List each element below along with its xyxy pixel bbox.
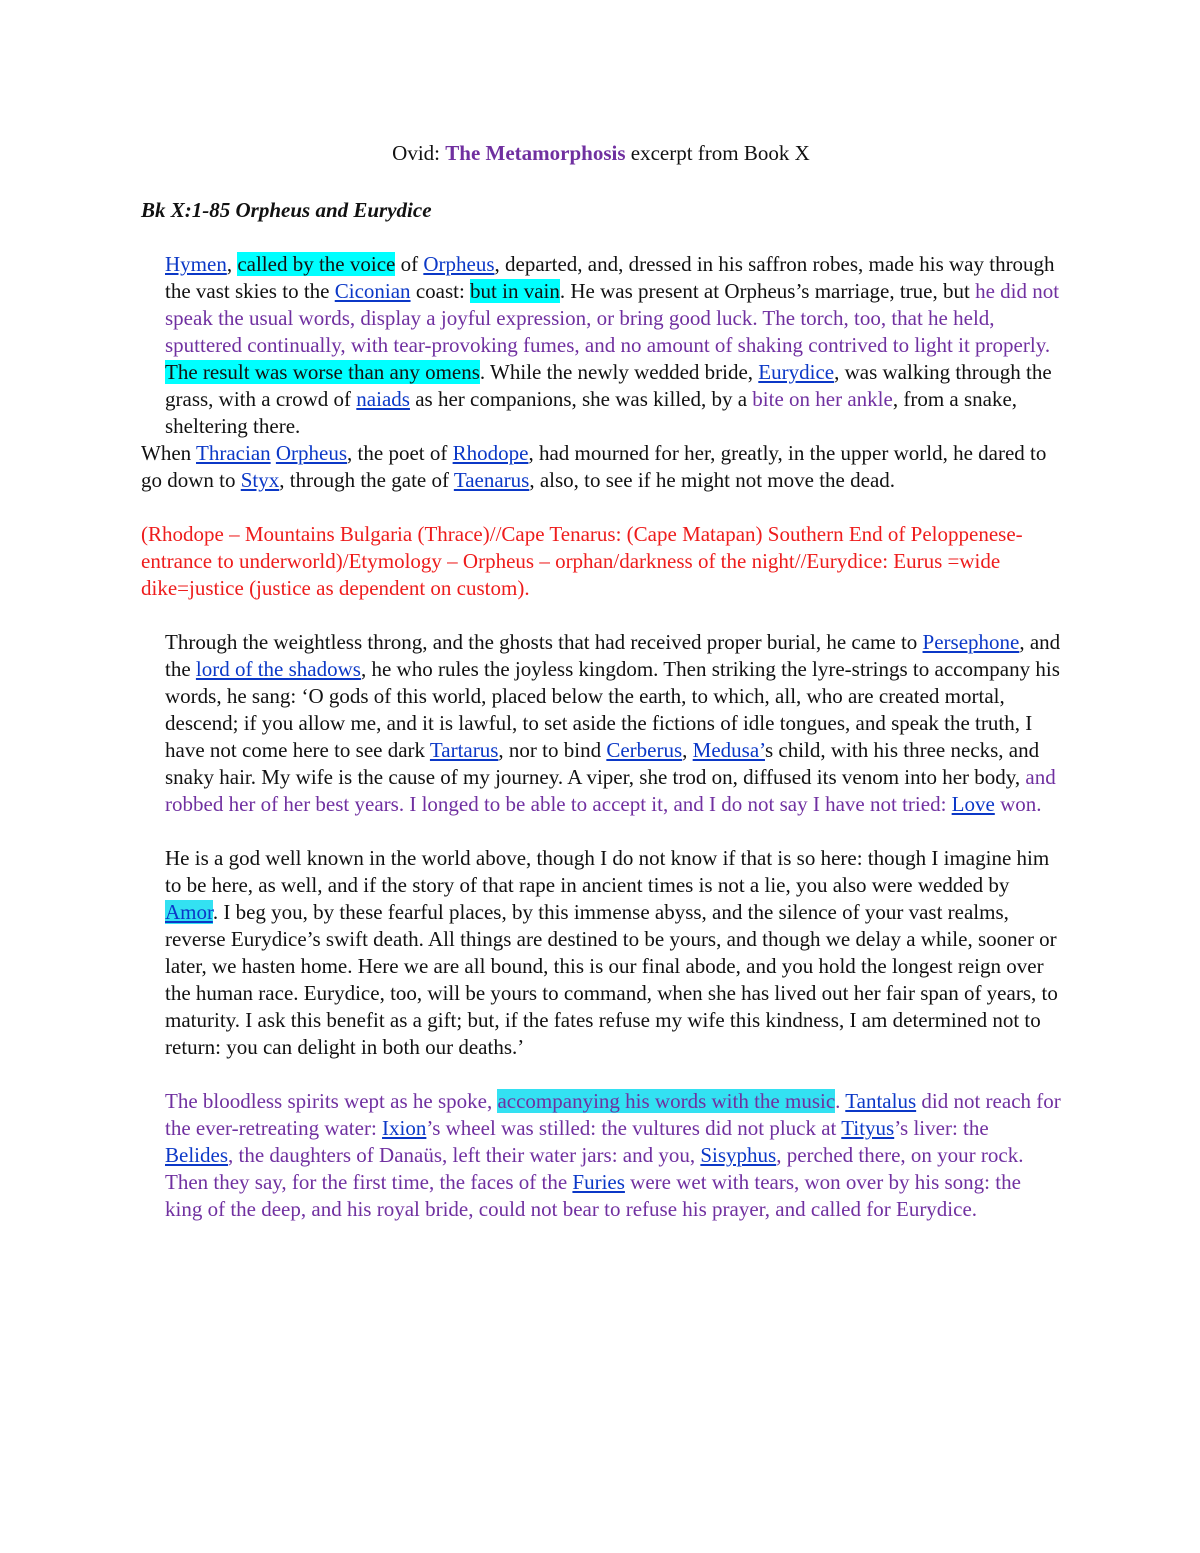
paragraph-amor (141, 845, 1061, 1061)
etymology-note: (Rhodope – Mountains Bulgaria (Thrace)//Cape Tenarus: (Cape Matapan) Southern End of Peloppenese- entrance to underworld)/Etymology – Orpheus – orphan/darkness of the night//Eurydice: Eurus =wide dike=justice (justice as dependent on custom). (141, 522, 1023, 600)
text: . While the newly wedded bride, (479, 360, 759, 384)
text: When (141, 441, 197, 465)
text: , perched there, on your rock. Then they say, for the first time, the faces of the (165, 1143, 1024, 1194)
text: , also, to see if he might not move the dead. (529, 468, 896, 492)
highlight-but-in-vain: but in vain (470, 279, 560, 303)
purple-text-ankle: bite on her ankle (752, 387, 893, 411)
highlight-called-by-voice: called by the voice (237, 252, 396, 276)
link-belides[interactable]: Belides (165, 1143, 228, 1167)
text: were wet with tears, won over by his song: the king of the deep, and his royal bride, could not bear to refuse his prayer, and called for Eurydice. (165, 1170, 1021, 1221)
text: of (395, 252, 424, 276)
title-suffix: excerpt from Book X (625, 141, 810, 165)
link-styx[interactable]: Styx (240, 468, 280, 492)
text: ’s wheel was stilled: the vultures did not pluck at (426, 1116, 842, 1140)
text: , departed, and, dressed in his saffron robes, made his way through the vast skies to the (165, 252, 1055, 303)
link-tityus[interactable]: Tityus (841, 1116, 895, 1140)
text: as her companions, she was killed, by a (409, 387, 753, 411)
text: , the daughters of Danaüs, left their water jars: and you, (228, 1143, 701, 1167)
highlight-accompanying-music: accompanying his words with the music (497, 1089, 836, 1113)
link-taenarus[interactable]: Taenarus (453, 468, 530, 492)
text: , the poet of (347, 441, 453, 465)
document-body (141, 140, 1061, 1250)
text: . I beg you, by these fearful places, by this immense abyss, and the silence of your vast realms, reverse Eurydice’s swift death. All things are destined to be yours, and though we delay a while, sooner or later, we hasten home. Here we are all bound, this is our final abode, and you hold the longest reign over the human race. Eurydice, too, will be yours to command, when she has lived out her fair span of years, to maturity. I ask this benefit as a gift; but, if the fates refuse my wife this kindness, I am determined not to return: you can delight in both our deaths.’ (165, 900, 1058, 1059)
paragraph-hymen (141, 251, 1061, 440)
link-furies[interactable]: Furies (572, 1170, 625, 1194)
purple-text-won: won. (994, 792, 1042, 816)
text: Through the weightless throng, and the ghosts that had received proper burial, he came to (165, 630, 923, 654)
link-rhodope[interactable]: Rhodope (452, 441, 529, 465)
link-tartarus[interactable]: Tartarus (429, 738, 499, 762)
link-naiads[interactable]: naiads (356, 387, 410, 411)
text: , he who rules the joyless kingdom. Then striking the lyre-strings to accompany his words, he sang: ‘O gods of this world, placed below the earth, to which, all, who are created mortal, descend; if you allow me, and it is lawful, to set aside the fictions of idle tongues, and speak the truth, I have not come here to see dark (165, 657, 1060, 762)
text: , from a snake, sheltering there. (165, 387, 1018, 438)
text: coast: (410, 279, 471, 303)
link-ciconian[interactable]: Ciconian (334, 279, 411, 303)
highlight-result-omens: The result was worse than any omens (165, 360, 480, 384)
purple-text-best-years: and robbed her of her best years. I longed to be able to accept it, and I do not say I have not tried: (165, 765, 1056, 816)
title-prefix: Ovid: (392, 141, 446, 165)
link-amor[interactable]: Amor (165, 900, 213, 924)
text: , nor to bind (498, 738, 607, 762)
purple-text-torch: he did not speak the usual words, display a joyful expression, or bring good luck. The torch, too, that he held, sputtered continually, with tear-provoking fumes, and no amount of shaking contrived to light it properly. (165, 279, 1060, 357)
title-book-name: The Metamorphosis (445, 141, 626, 165)
link-tantalus[interactable]: Tantalus (845, 1089, 917, 1113)
link-lord-of-the-shadows[interactable]: lord of the shadows (195, 657, 361, 681)
text: s child, with his three necks, and snaky hair. My wife is the cause of my journey. A viper, she trod on, diffused its venom into her body, (165, 738, 1040, 789)
text: , and the (165, 630, 1061, 681)
text: , (682, 738, 693, 762)
link-love[interactable]: Love (951, 792, 995, 816)
text: , had mourned for her, greatly, in the upper world, he dared to go down to (141, 441, 1047, 492)
text: ’s liver: the (894, 1116, 989, 1140)
section-heading: Bk X:1-85 Orpheus and Eurydice (141, 198, 432, 222)
text: , through the gate of (279, 468, 454, 492)
link-cerberus[interactable]: Cerberus (606, 738, 683, 762)
paragraph-thracian (141, 440, 1061, 494)
link-ixion[interactable]: Ixion (382, 1116, 427, 1140)
link-orpheus-2[interactable]: Orpheus (275, 441, 348, 465)
link-eurydice[interactable]: Eurydice (758, 360, 835, 384)
link-medusa[interactable]: Medusa’ (692, 738, 765, 762)
text: , (226, 252, 238, 276)
text: . He was present at Orpheus’s marriage, true, but (559, 279, 976, 303)
document-title (141, 140, 1061, 167)
link-thracian[interactable]: Thracian (196, 441, 271, 465)
link-persephone[interactable]: Persephone (922, 630, 1020, 654)
text: . (835, 1089, 846, 1113)
link-sisyphus[interactable]: Sisyphus (700, 1143, 777, 1167)
paragraph-bloodless-spirits (141, 1088, 1061, 1223)
text: He is a god well known in the world above, though I do not know if that is so here: though I imagine him to be here, as well, and if the story of that rape in ancient times is not a lie, you also were wedded by (165, 846, 1050, 897)
text: did not reach for the ever-retreating water: (165, 1089, 1061, 1140)
link-hymen[interactable]: Hymen (165, 252, 227, 276)
paragraph-persephone (141, 629, 1061, 818)
text: The bloodless spirits wept as he spoke, (165, 1089, 498, 1113)
text: , was walking through the grass, with a crowd of (165, 360, 1052, 411)
link-orpheus[interactable]: Orpheus (423, 252, 495, 276)
